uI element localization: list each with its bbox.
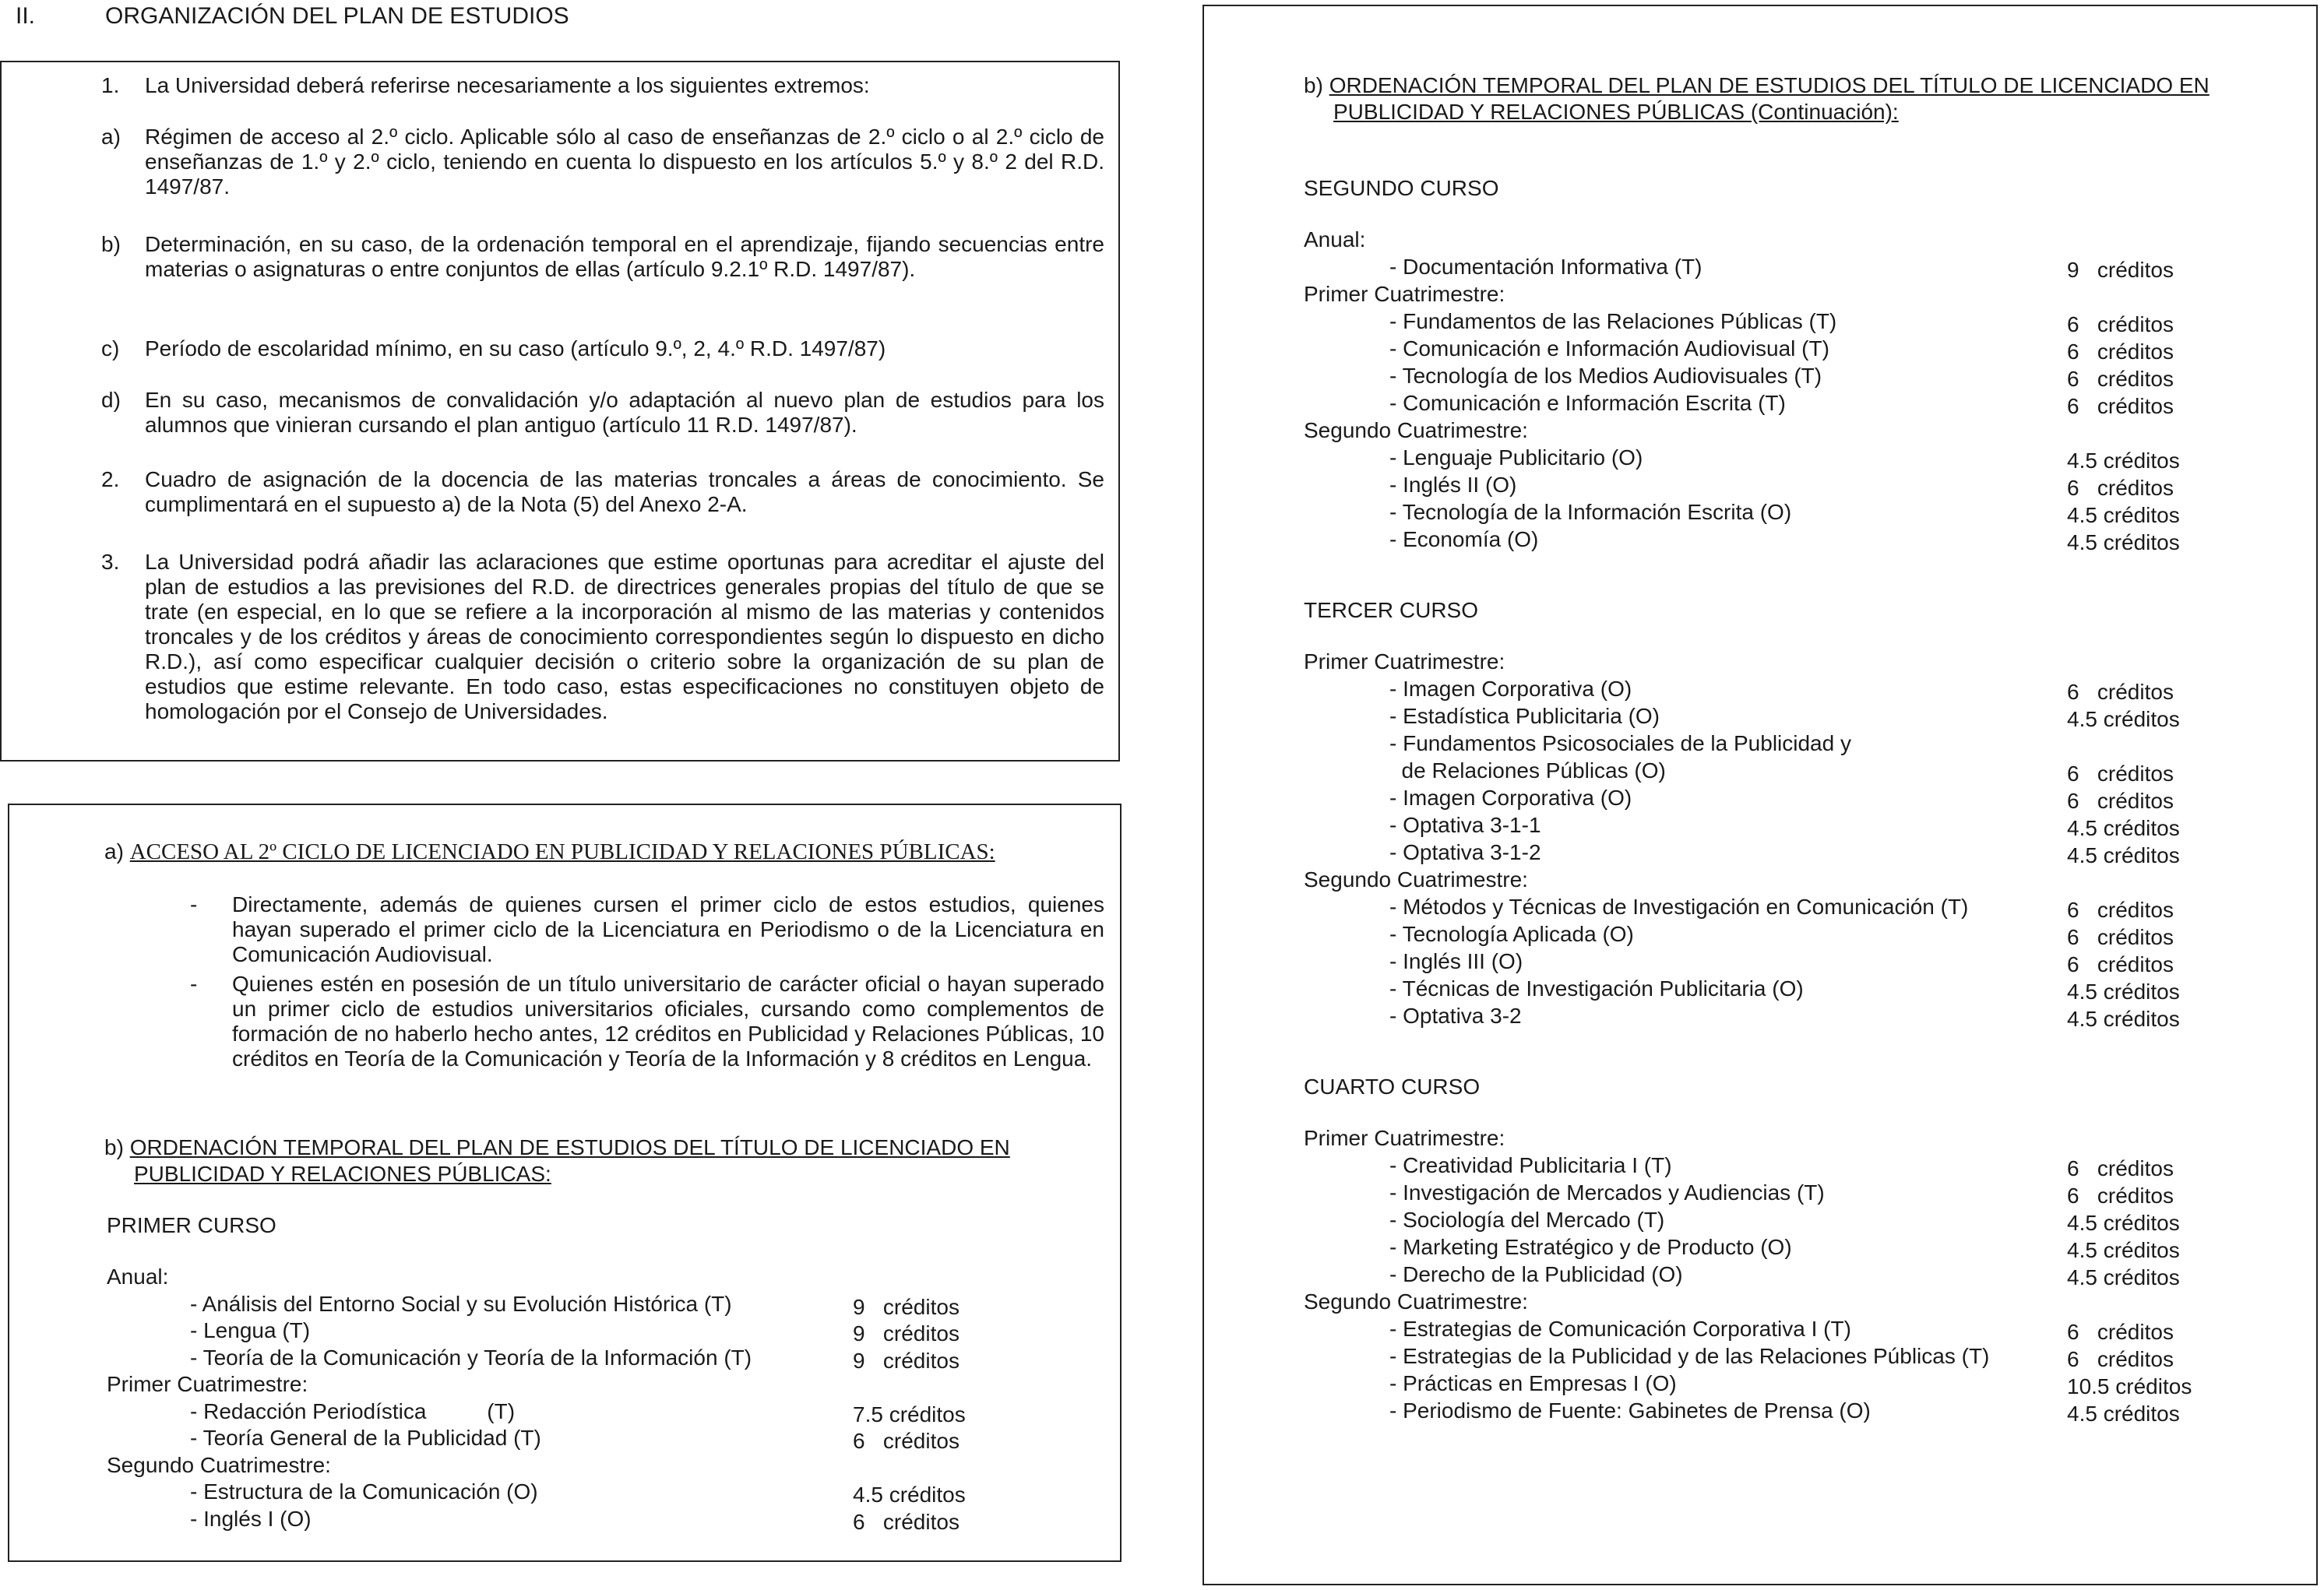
period-label: Primer Cuatrimestre: — [107, 1372, 308, 1396]
plan-title-line-1: ORDENACIÓN TEMPORAL DEL PLAN DE ESTUDIOS DEL TÍTULO DE LICENCIADO EN — [1329, 73, 2210, 97]
subject-name: - Técnicas de Investigación Publicitaria (O) — [1389, 976, 1804, 1001]
subject-name: - Análisis del Entorno Social y su Evolución Histórica (T) — [190, 1291, 732, 1316]
instruction-marker: 1. — [101, 73, 120, 97]
section-heading — [16, 3, 569, 30]
first-year-subjects — [9, 1265, 1100, 1560]
subject-name: - Optativa 3-2 — [1389, 1004, 1522, 1028]
period-label: Anual: — [1304, 227, 1366, 252]
subject-name: - Optativa 3-1-1 — [1389, 813, 1541, 837]
subject-name: - Marketing Estratégico y de Producto (O) — [1389, 1235, 1792, 1259]
subject-credits: 6 créditos — [2067, 476, 2174, 500]
subject-name: - Estrategias de Comunicación Corporativa I (T) — [1389, 1317, 1851, 1341]
course-title: CUARTO CURSO — [1304, 1075, 1481, 1099]
subject-name: - Estrategias de la Publicidad y de las Relaciones Públicas (T) — [1389, 1344, 1990, 1368]
period-label: Primer Cuatrimestre: — [1304, 649, 1505, 674]
subject-credits: 6 créditos — [2067, 394, 2174, 418]
subject-credits: 6 créditos — [2067, 680, 2174, 704]
subject-name: - Lengua (T) — [190, 1318, 311, 1342]
instructions-box — [0, 61, 1120, 762]
subject-credits: 4.5 créditos — [2067, 1265, 2180, 1289]
subject-credits: 4.5 créditos — [2067, 980, 2180, 1004]
plan-marker: b) — [104, 1135, 124, 1159]
subject-credits: 4.5 créditos — [2067, 530, 2180, 554]
subject-name: - Sociología del Mercado (T) — [1389, 1208, 1665, 1232]
subject-name: - Imagen Corporativa (O) — [1389, 677, 1632, 701]
subject-credits: 9 créditos — [853, 1294, 960, 1319]
subject-name: - Documentación Informativa (T) — [1389, 255, 1703, 279]
instruction-text: En su caso, mecanismos de convalidación y/o adaptación al nuevo plan de estudios para los alumnos que vinieran cursando el plan antiguo (artículo 11 R.D. 1497/87). — [145, 388, 1104, 437]
subject-name: - Periodismo de Fuente: Gabinetes de Prensa (O) — [1389, 1398, 1871, 1423]
subject-credits: 6 créditos — [2067, 1347, 2174, 1371]
period-label: Segundo Cuatrimestre: — [1304, 418, 1528, 442]
subject-credits: 4.5 créditos — [2067, 1238, 2180, 1262]
subject-name: - Métodos y Técnicas de Investigación en Comunicación (T) — [1389, 895, 1969, 919]
subject-credits: 4.5 créditos — [2067, 816, 2180, 840]
instruction-text: La Universidad podrá añadir las aclaraciones que estime oportunas para acreditar el ajuste del plan de estudios a las previsiones del R.D. de directrices generales propias del título de que se trate (en especial, en lo que se refiere a la incorporación al mismo de las materias y contenidos troncales y de los créditos y áreas de conocimiento correspondientes según lo dispuesto en dicho R.D.), así como especificar cualquier decisión o criterio sobre la organización de su plan de estudios que estime relevante. En todo caso, estas especificaciones no constituyen objeto de homologación por el Consejo de Universidades. — [145, 550, 1104, 723]
subject-credits: 6 créditos — [853, 1509, 960, 1534]
section-numeral: II. — [16, 3, 36, 29]
period-label: Segundo Cuatrimestre: — [1304, 1289, 1528, 1314]
course-title: TERCER CURSO — [1304, 598, 1479, 622]
subject-credits: 4.5 créditos — [2067, 503, 2180, 527]
subject-name: - Tecnología de la Información Escrita (O) — [1389, 500, 1792, 524]
bullet-dash: - — [190, 892, 198, 916]
subject-credits: 4.5 créditos — [2067, 1211, 2180, 1235]
subject-name: - Estadística Publicitaria (O) — [1389, 704, 1660, 728]
period-label: Segundo Cuatrimestre: — [107, 1452, 331, 1477]
subject-name: de Relaciones Públicas (O) — [1389, 758, 1666, 783]
instruction-marker: b) — [101, 232, 121, 256]
instruction-text: Período de escolaridad mínimo, en su caso (artículo 9.º, 2, 4.º R.D. 1497/87) — [145, 336, 886, 361]
period-label: Primer Cuatrimestre: — [1304, 1126, 1505, 1150]
period-label: Segundo Cuatrimestre: — [1304, 867, 1528, 892]
course-title: SEGUNDO CURSO — [1304, 176, 1499, 200]
plan-title-line-2: PUBLICIDAD Y RELACIONES PÚBLICAS (Continuación): — [1333, 100, 1899, 124]
subject-credits: 6 créditos — [2067, 1184, 2174, 1208]
subject-name: - Inglés III (O) — [1389, 949, 1523, 973]
subject-name: - Tecnología de los Medios Audiovisuales (T) — [1389, 364, 1822, 388]
subject-credits: 4.5 créditos — [2067, 1007, 2180, 1031]
instruction-marker: 2. — [101, 467, 120, 491]
subject-name: - Redacción Periodística (T) — [190, 1398, 516, 1423]
subject-credits: 4.5 créditos — [2067, 449, 2180, 473]
subject-credits: 6 créditos — [2067, 952, 2174, 976]
subject-credits: 6 créditos — [2067, 898, 2174, 922]
subject-credits: 6 créditos — [2067, 789, 2174, 813]
subject-credits: 6 créditos — [2067, 367, 2174, 391]
subject-name: - Comunicación e Información Audiovisual (T) — [1389, 336, 1829, 361]
period-label: Primer Cuatrimestre: — [1304, 282, 1505, 306]
subject-name: - Prácticas en Empresas I (O) — [1389, 1371, 1677, 1395]
subject-name: - Economía (O) — [1389, 527, 1539, 551]
subject-credits: 9 créditos — [853, 1348, 960, 1373]
instruction-text: La Universidad deberá referirse necesariamente a los siguientes extremos: — [145, 73, 870, 97]
subject-credits: 6 créditos — [2067, 1320, 2174, 1344]
subject-credits: 4.5 créditos — [853, 1483, 966, 1507]
upper-year-subjects — [1204, 6, 2310, 1579]
subject-credits: 9 créditos — [853, 1321, 960, 1346]
subject-name: - Comunicación e Información Escrita (T) — [1389, 391, 1786, 415]
subject-name: - Lenguaje Publicitario (O) — [1389, 445, 1643, 470]
subject-credits: 6 créditos — [2067, 1156, 2174, 1180]
section-title: ORGANIZACIÓN DEL PLAN DE ESTUDIOS — [105, 3, 569, 29]
subject-name: - Derecho de la Publicidad (O) — [1389, 1262, 1683, 1286]
subject-credits: 4.5 créditos — [2067, 707, 2180, 731]
subject-credits: 6 créditos — [2067, 339, 2174, 364]
upper-years-box — [1202, 5, 2318, 1585]
subject-credits: 6 créditos — [2067, 762, 2174, 786]
subject-credits: 6 créditos — [2067, 925, 2174, 949]
instruction-marker: d) — [101, 388, 121, 412]
subject-name: - Teoría de la Comunicación y Teoría de la Información (T) — [190, 1345, 752, 1370]
plan-title-line-2: PUBLICIDAD Y RELACIONES PÚBLICAS: — [134, 1162, 551, 1186]
instruction-text: Régimen de acceso al 2.º ciclo. Aplicable sólo al caso de enseñanzas de 2.º ciclo o al 2.º ciclo de enseñanzas de 1.º y 2.º ciclo, teniendo en cuenta lo dispuesto en los artículos 5.º y 8.º 2 del R.D. 1497/87. — [145, 125, 1104, 199]
bullet-dash: - — [190, 972, 198, 996]
instruction-marker: a) — [101, 125, 121, 149]
plan-heading — [104, 1135, 1010, 1160]
subject-name: - Inglés II (O) — [1389, 473, 1517, 497]
instruction-text: Determinación, en su caso, de la ordenación temporal en el aprendizaje, fijando secuencias entre materias o asignaturas o entre conjuntos de ellas (artículo 9.2.1º R.D. 1497/87). — [145, 232, 1104, 281]
subject-name: - Fundamentos Psicosociales de la Publicidad y — [1389, 731, 1851, 755]
bullet-text: Directamente, además de quienes cursen el primer ciclo de estos estudios, quienes hayan superado el primer ciclo de la Licenciatura en Periodismo o de la Licenciatura en Comunicación Audiovisual. — [232, 892, 1104, 966]
subject-name: - Investigación de Mercados y Audiencias (T) — [1389, 1180, 1825, 1205]
subject-name: - Teoría General de la Publicidad (T) — [190, 1426, 541, 1450]
subject-credits: 4.5 créditos — [2067, 1402, 2180, 1426]
bullet-text: Quienes estén en posesión de un título universitario de carácter oficial o hayan superado un primer ciclo de estudios universitarios oficiales, cursando como complementos de formación de no haberlo hecho antes, 12 créditos en Publicidad y Relaciones Públicas, 10 créditos en Teoría de la Comunicación y Teoría de la Información y 8 créditos en Lengua. — [232, 972, 1104, 1071]
instruction-marker: 3. — [101, 550, 120, 574]
subject-credits: 4.5 créditos — [2067, 843, 2180, 867]
subject-name: - Fundamentos de las Relaciones Públicas (T) — [1389, 309, 1837, 333]
first-year-box — [8, 804, 1122, 1562]
access-heading — [104, 839, 995, 864]
access-title: ACCESO AL 2º CICLO DE LICENCIADO EN PUBLICIDAD Y RELACIONES PÚBLICAS: — [129, 839, 995, 864]
instruction-text: Cuadro de asignación de la docencia de las materias troncales a áreas de conocimiento. Se cumplimentará en el supuesto a) de la Nota (5) del Anexo 2-A. — [145, 467, 1104, 516]
subject-name: - Estructura de la Comunicación (O) — [190, 1479, 538, 1504]
subject-name: - Inglés I (O) — [190, 1506, 312, 1531]
subject-credits: 6 créditos — [853, 1429, 960, 1453]
subject-credits: 7.5 créditos — [853, 1402, 966, 1426]
access-marker: a) — [104, 839, 124, 864]
period-label: Anual: — [107, 1265, 169, 1289]
subject-name: - Creatividad Publicitaria I (T) — [1389, 1153, 1672, 1177]
subject-credits: 10.5 créditos — [2067, 1374, 2192, 1398]
subject-name: - Tecnología Aplicada (O) — [1389, 922, 1634, 946]
plan-marker: b) — [1304, 73, 1323, 97]
subject-credits: 9 créditos — [2067, 258, 2174, 282]
subject-name: - Optativa 3-1-2 — [1389, 840, 1541, 864]
course-title: PRIMER CURSO — [107, 1213, 276, 1237]
instruction-marker: c) — [101, 336, 120, 361]
plan-title-line-1: ORDENACIÓN TEMPORAL DEL PLAN DE ESTUDIOS DEL TÍTULO DE LICENCIADO EN — [129, 1135, 1010, 1159]
subject-credits: 6 créditos — [2067, 312, 2174, 336]
subject-name: - Imagen Corporativa (O) — [1389, 786, 1632, 810]
